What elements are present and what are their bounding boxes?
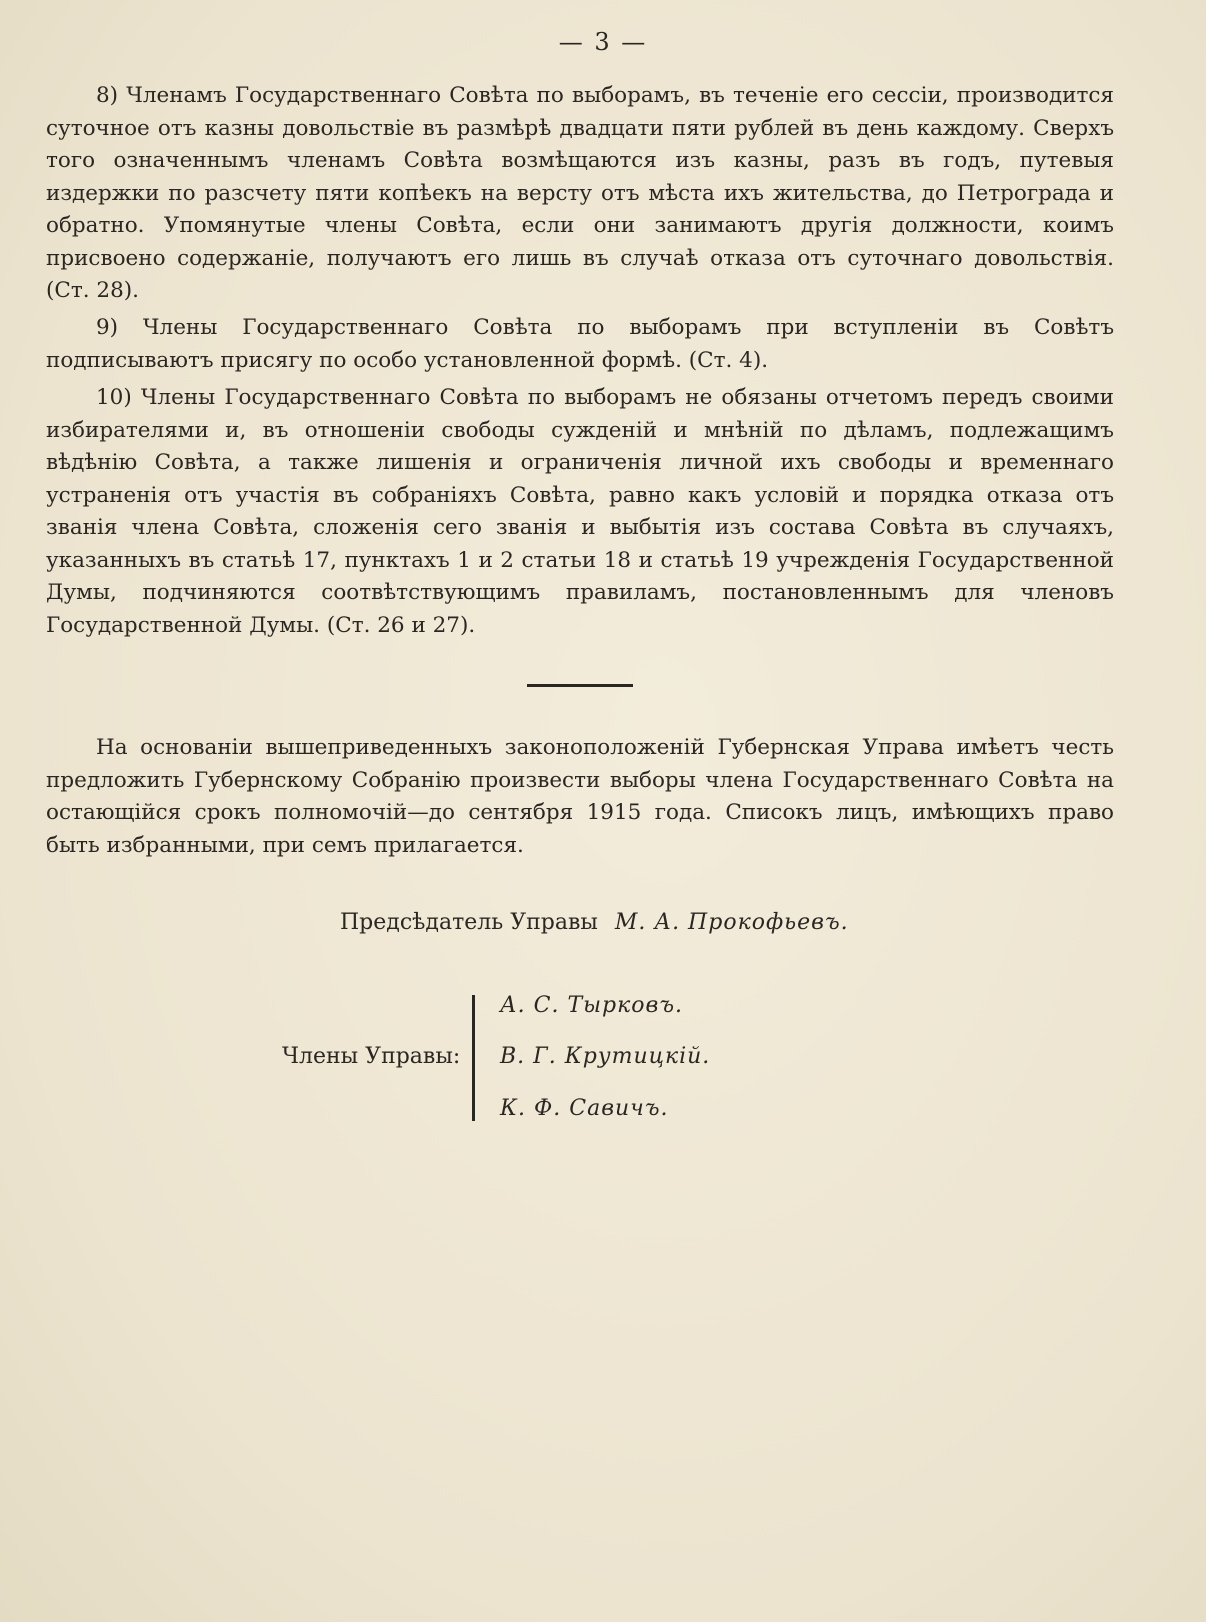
chairman-title: Предсѣдатель Управы bbox=[340, 910, 598, 935]
chairman-name: М. А. Прокофьевъ. bbox=[614, 910, 849, 935]
section-divider bbox=[527, 684, 633, 687]
closing-paragraph: На основаніи вышеприведенныхъ законоположеній Губернская Управа имѣетъ честь предложить Губернскому Собранію произвести выборы члена Государственнаго Совѣта на остающійся срокъ полномочій—до сентября 1915 года. Списокъ лицъ, имѣющихъ право быть избранными, при семъ прилагается. bbox=[46, 735, 1114, 858]
member-name: А. С. Тырковъ. bbox=[500, 993, 683, 1018]
chairman-signature bbox=[340, 910, 849, 935]
member-name: В. Г. Крутицкій. bbox=[500, 1044, 711, 1069]
member-name: К. Ф. Савичъ. bbox=[500, 1096, 669, 1121]
paragraph-10: 10) Члены Государственнаго Совѣта по выборамъ не обязаны отчетомъ передъ своими избирателями и, въ отношеніи свободы сужденій и мнѣній по дѣламъ, подлежащимъ вѣдѣнію Совѣта, а также лишенія и ограниченія личной ихъ свободы и временнаго устраненія отъ участія въ собраніяхъ Совѣта, равно какъ условій и порядка отказа отъ званія члена Совѣта, сложенія сего званія и выбытія изъ состава Совѣта въ случаяхъ, указанныхъ въ статьѣ 17, пунктахъ 1 и 2 статьи 18 и статьѣ 19 учрежденія Государственной Думы, подчиняются соотвѣтствующимъ правиламъ, постановленнымъ для членовъ Государственной Думы. (Ст. 26 и 27). bbox=[46, 385, 1114, 638]
members-brace bbox=[472, 995, 475, 1121]
page-number: — 3 — bbox=[558, 28, 648, 56]
paragraph-8: 8) Членамъ Государственнаго Совѣта по выборамъ, въ теченіе его сессіи, производится суточное отъ казны довольствіе въ размѣрѣ двадцати пяти рублей въ день каждому. Сверхъ того означеннымъ членамъ Совѣта возмѣщаются изъ казны, разъ въ годъ, путевыя издержки по разсчету пяти копѣекъ на версту отъ мѣста ихъ жительства, до Петрограда и обратно. Упомянутые члены Совѣта, если они занимаютъ другія должности, коимъ присвоено содержаніе, получаютъ его лишь въ случаѣ отказа отъ суточнаго довольствія. (Ст. 28). bbox=[46, 83, 1114, 303]
members-label: Члены Управы: bbox=[282, 1044, 461, 1069]
paragraph-9: 9) Члены Государственнаго Совѣта по выборамъ при вступленіи въ Совѣтъ подписываютъ присягу по особо установленной формѣ. (Ст. 4). bbox=[46, 315, 1114, 373]
